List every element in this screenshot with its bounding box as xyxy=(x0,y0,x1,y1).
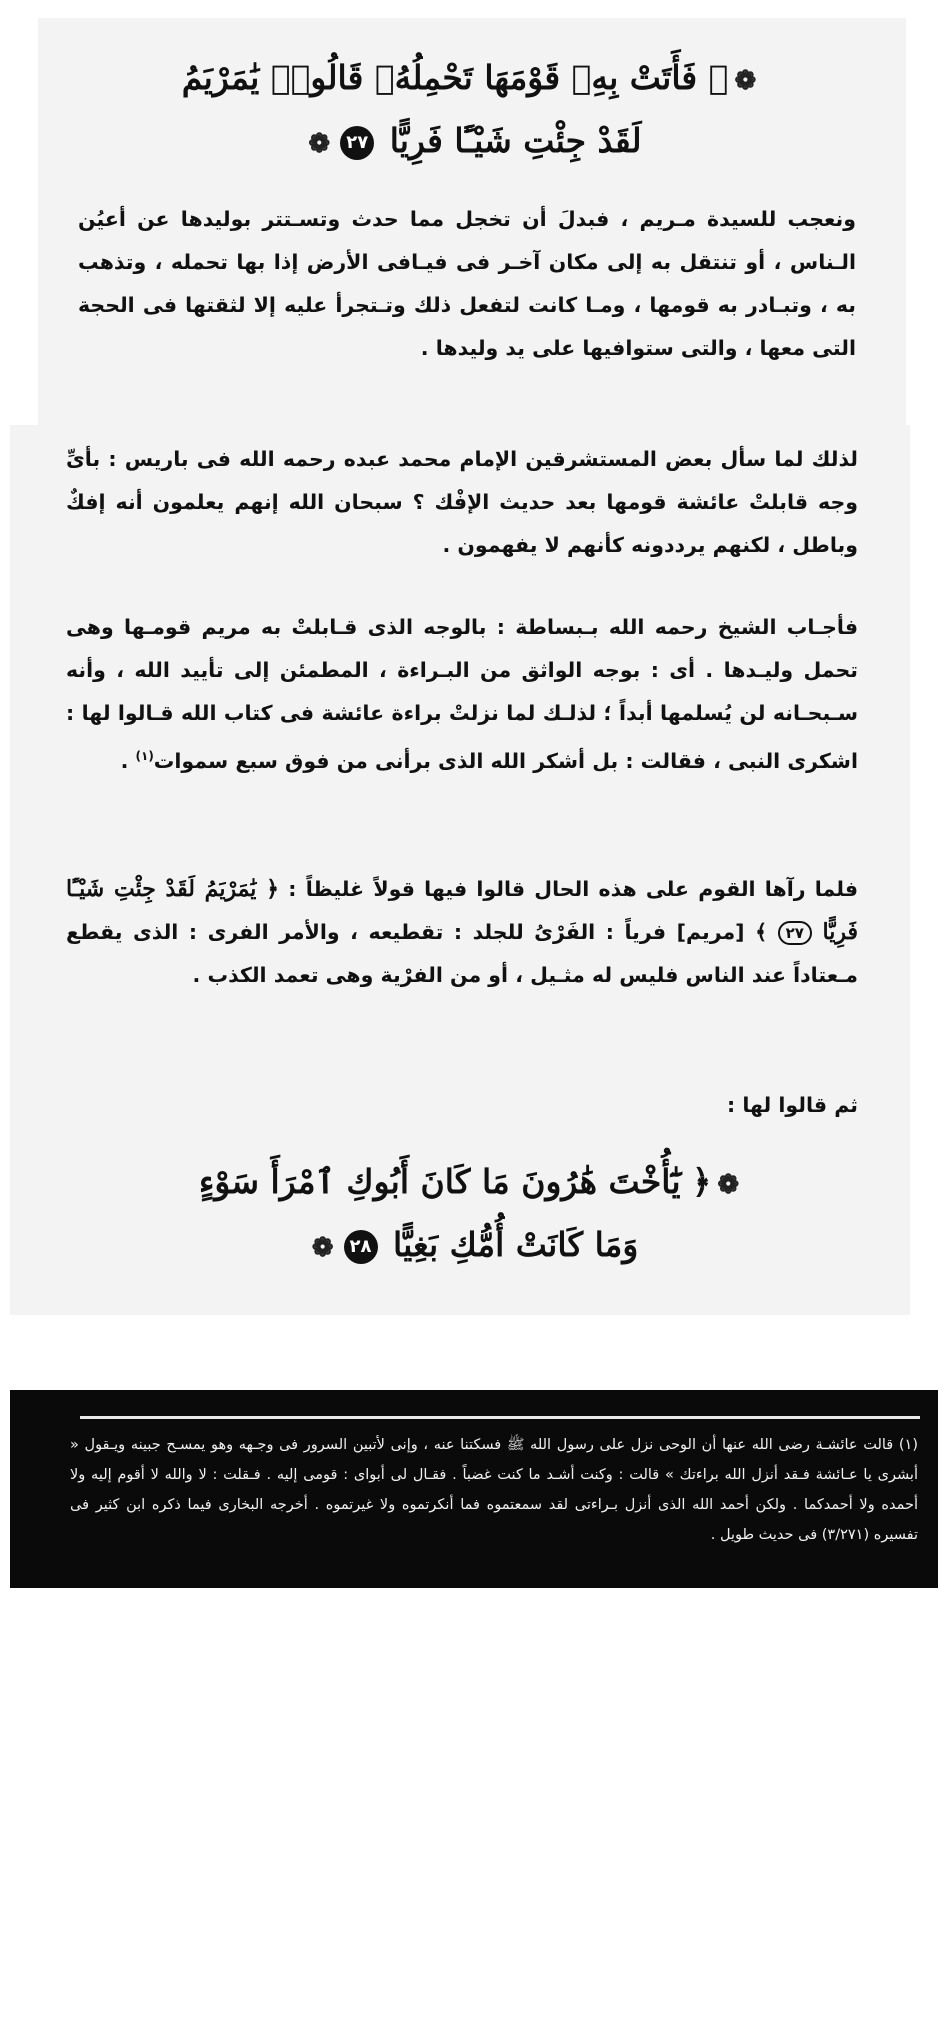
verse-number-27: ٢٧ xyxy=(340,126,374,160)
verse-number-28: ٢٨ xyxy=(344,1230,378,1264)
verse-27-line-2: لَقَدْ جِئْتِ شَيْـًٔا فَرِيًّا xyxy=(389,121,642,160)
paragraph-2: لذلك لما سأل بعض المستشرقين الإمام محمد عبده رحمه الله فى باريس : بأىِّ وجه قابلتْ عائشة قومها بعد حديث الإفْك ؟ سبحان الله إنهم يعلمون أنه إفكٌ وباطل ، لكنهم يرددونه كأنهم لا يفهمون . xyxy=(66,447,858,557)
verse-27-line-1: ﴿ فَأَتَتْ بِهِۦ قَوْمَهَا تَحْمِلُهُۥ قَالُوا۟ يَٰمَرْيَمُ xyxy=(181,58,729,97)
inline-verse-number: ٢٧ xyxy=(778,921,812,945)
verse-ornament-icon: ❁ xyxy=(734,66,757,96)
paragraph-3-end: . xyxy=(120,748,136,773)
paragraph-2-container xyxy=(66,438,858,567)
footnote-divider xyxy=(80,1416,920,1419)
paragraph-4-rest: ﴾ [مريم] فرياً : الفَرْىُ للجلد : تقطيعه ، والأمر الفرى : الذى يقطع مـعتاداً عند الناس فليس له مثـيل ، أو من الفرْية وهى تعمد الكذب . xyxy=(66,920,858,987)
paragraph-1-container xyxy=(78,198,856,370)
footnote-reference: (١) xyxy=(135,749,154,763)
paragraph-3 xyxy=(66,606,858,783)
paragraph-4 xyxy=(66,868,858,997)
verse-28-line-2: وَمَا كَانَتْ أُمُّكِ بَغِيًّا xyxy=(393,1225,639,1264)
verse-ornament-icon: ❁ xyxy=(717,1170,740,1200)
footnote-box xyxy=(10,1390,938,1588)
paragraph-4-container xyxy=(66,868,858,997)
paragraph-1: ونعجب للسيدة مـريم ، فبدلَ أن تخجل مما حدث وتسـتتر بوليدها عن أعيُن الـناس ، أو تنتقل به إلى مكان آخـر فى فيـافى الأرض إذا بها تحمله ، وتذهب به ، وتبـادر به قومها ، ومـا كانت لتفعل ذلك وتـتجرأ عليه إلا لثقتها فى الحجة التى معها ، والتى ستوافيها على يد وليدها . xyxy=(78,207,856,360)
verse-ornament-icon: ❁ xyxy=(308,129,331,159)
verse-ornament-icon: ❁ xyxy=(311,1233,334,1263)
inline-quran-quote: ﴿ يَٰمَرْيَمُ لَقَدْ جِئْتِ شَيْـًٔا فَرِيًّا xyxy=(66,876,858,945)
paragraph-5: ثم قالوا لها : xyxy=(726,1093,858,1117)
paragraph-3-text: فأجـاب الشيخ رحمه الله بـبساطة : بالوجه الذى قـابلتْ به مريم قومـها وهى تحمل وليـدها . أى : بوجه الواثق من البـراءة ، المطمئن إلى تأييد الله ، وأنه سـبحـانه لن يُسلمها أبداً ؛ لذلـك لما نزلتْ براءة عائشة فى كتاب الله قـالوا لها : اشكرى النبى ، فقالت : بل أشكر الله الذى برأنى من فوق سبع سموات xyxy=(66,615,858,773)
footnote-text: (١) قالت عائشـة رضى الله عنها أن الوحى نزل على رسول الله ﷺ فسكتنا عنه ، وإنى لأتبين السرور فى وجـهه وهو يمسـح جبينه ويـقول « أبشرى يا عـائشة فـقد أنزل الله براءتك » قالت : وكنت أشـد ما كنت غضباً . فقـال لى أبواى : قومى إليه . فـقلت : لا والله لا أقوم إليه ولا أحمده ولا أحمدكما . ولكن أحمد الله الذى أنزل بـراءتى لقد سمعتموه فما أنكرتموه ولا غيرتموه . أخرجه البخارى فيما ذكره ابن كثير فى تفسيره (٣/٢٧١) فى حديث طويل . xyxy=(70,1437,918,1543)
quran-verse-28 xyxy=(40,1152,904,1278)
verse-28-line-1: ﴿ يَٰٓأُخْتَ هَٰرُونَ مَا كَانَ أَبُوكِ ٱمْرَأَ سَوْءٍ xyxy=(198,1162,712,1201)
paragraph-3-container xyxy=(66,606,858,783)
paragraph-5-container xyxy=(66,1084,858,1127)
paragraph-4-intro: فلما رآها القوم على هذه الحال قالوا فيها قولاً غليظاً : xyxy=(279,877,859,901)
quran-verse-27 xyxy=(40,48,904,174)
